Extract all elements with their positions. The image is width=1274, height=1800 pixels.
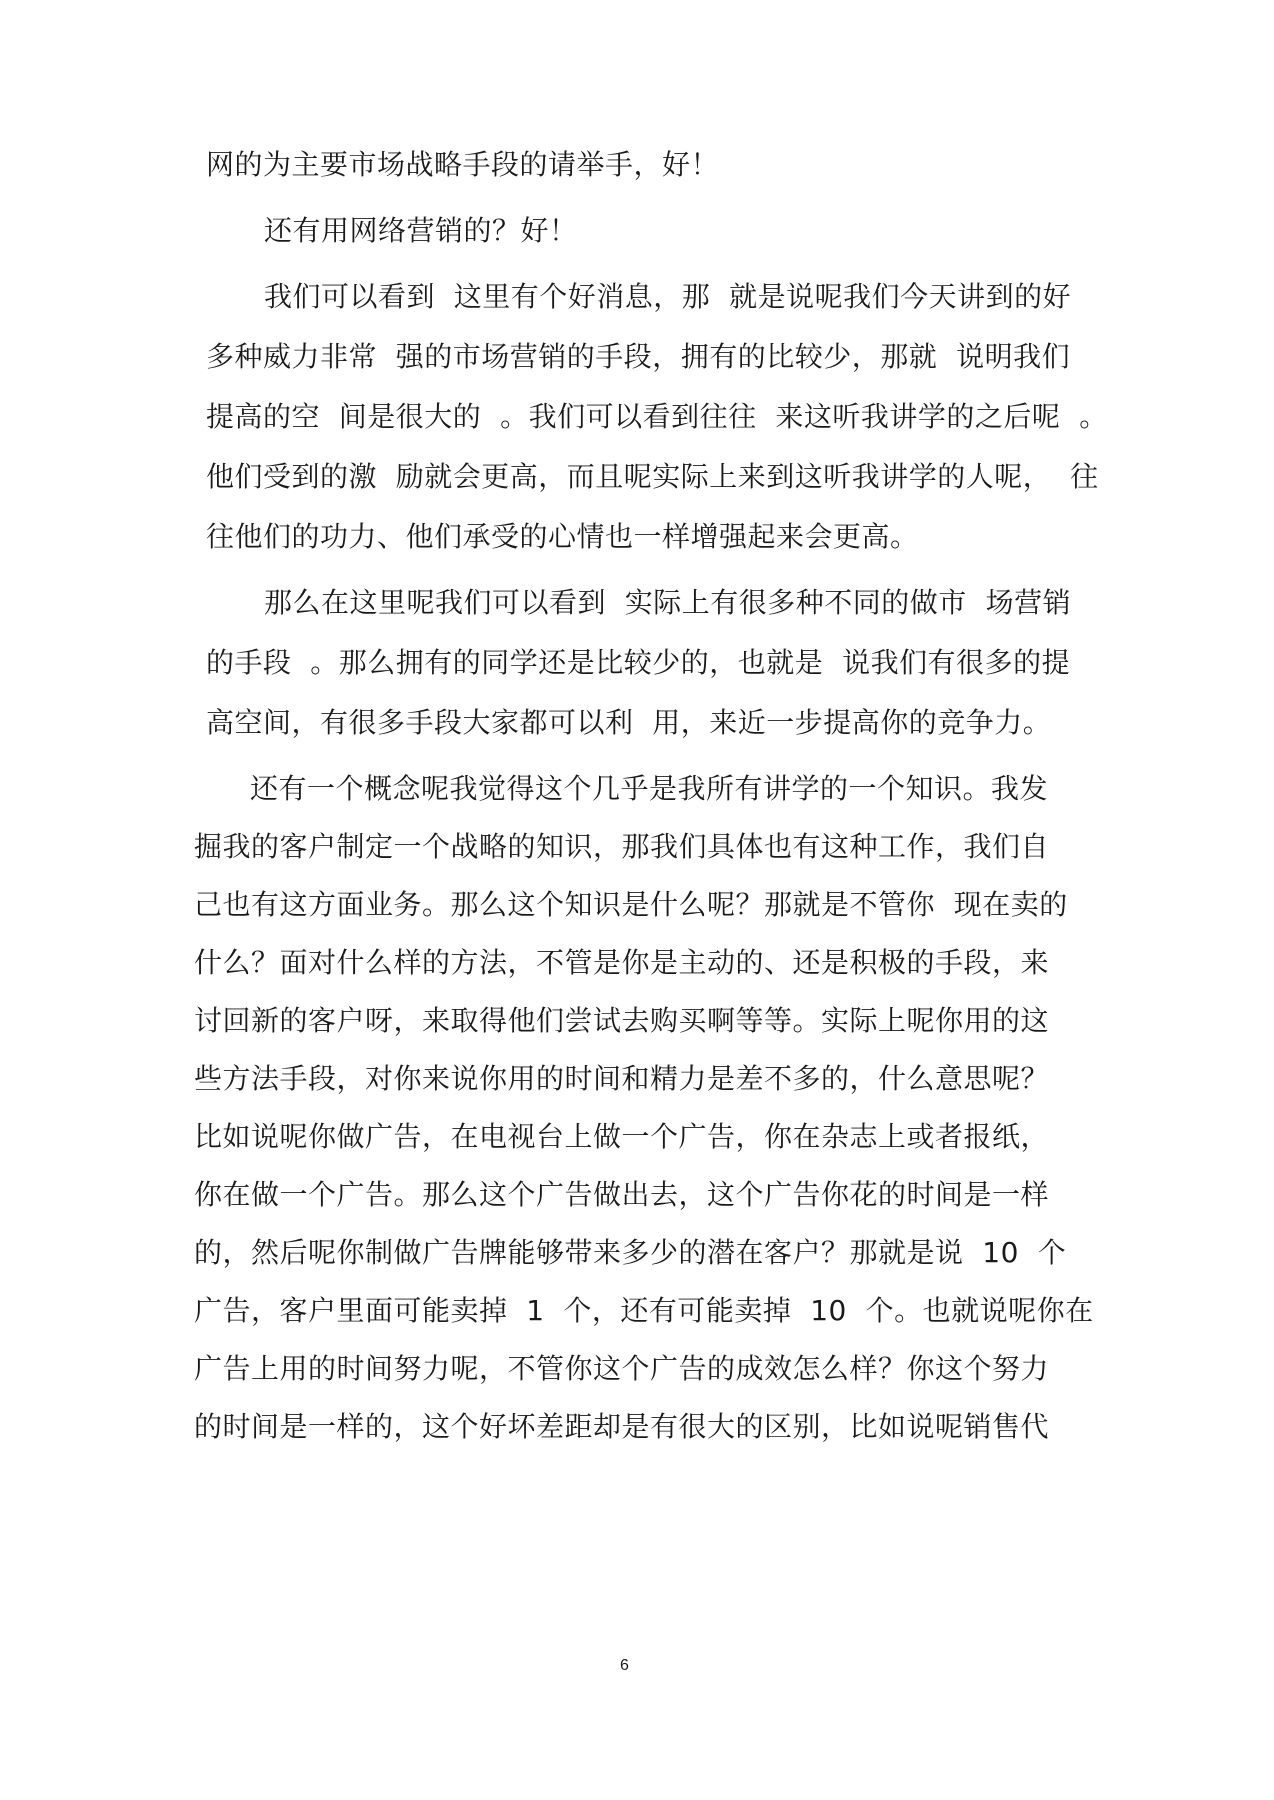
text-line: 比如说呢你做广告，在电视台上做一个广告，你在杂志上或者报纸， [194,1120,1050,1153]
text-line: 些方法手段，对你来说你用的时间和精力是差不多的，什么意思呢？ [194,1062,1050,1095]
text-line: 还有一个概念呢我觉得这个几乎是我所有讲学的一个知识。我发 [250,772,1049,805]
text-line: 我们可以看到 这里有个好消息，那 就是说呢我们今天讲到的好 [264,280,1072,313]
text-line: 还有用网络营销的？好！ [264,214,578,247]
text-line: 广告上用的时间努力呢，不管你这个广告的成效怎么样？你这个努力 [194,1352,1050,1385]
text-line: 提高的空 间是很大的 。我们可以看到往往 来这听我讲学的之后呢 。 [206,400,1108,433]
text-line: 的时间是一样的，这个好坏差距却是有很大的区别，比如说呢销售代 [194,1410,1050,1443]
text-line: 你在做一个广告。那么这个广告做出去，这个广告你花的时间是一样 [194,1178,1050,1211]
text-line: 那么在这里呢我们可以看到 实际上有很多种不同的做市 场营销 [264,586,1072,619]
text-line: 掘我的客户制定一个战略的知识，那我们具体也有这种工作，我们自 [194,830,1050,863]
text-line: 的手段 。那么拥有的同学还是比较少的，也就是 说我们有很多的提 [206,646,1071,679]
text-line: 高空间，有很多手段大家都可以利 用，来近一步提高你的竞争力。 [206,706,1052,739]
text-line: 己也有这方面业务。那么这个知识是什么呢？那就是不管你 现在卖的 [194,888,1068,921]
text-line: 什么？面对什么样的方法，不管是你是主动的、还是积极的手段，来 [194,946,1050,979]
text-line: 广告，客户里面可能卖掉 1 个，还有可能卖掉 10 个。也就说呢你在 [194,1294,1094,1327]
text-line: 网的为主要市场战略手段的请举手，好！ [206,148,720,181]
text-line: 讨回新的客户呀，来取得他们尝试去购买啊等等。实际上呢你用的这 [194,1004,1050,1037]
text-line: 的，然后呢你制做广告牌能够带来多少的潜在客户？那就是说 10 个 [194,1236,1067,1269]
text-line: 他们受到的激 励就会更高，而且呢实际上来到这听我讲学的人呢， 往 [206,460,1099,493]
text-line: 往他们的功力、他们承受的心情也一样增强起来会更高。 [206,520,919,553]
page-number: 6 [620,1657,629,1674]
text-line: 多种威力非常 强的市场营销的手段，拥有的比较少，那就 说明我们 [206,340,1071,373]
